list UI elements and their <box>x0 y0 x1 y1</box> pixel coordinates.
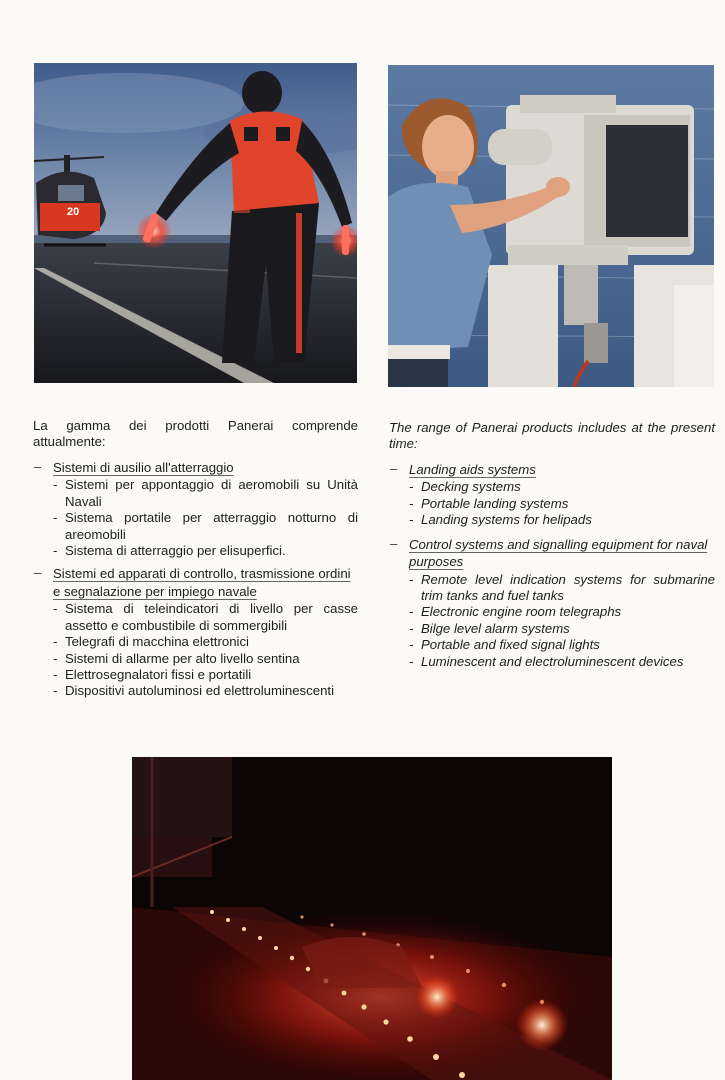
list-item: - Dispositivi autoluminosi ed elettroluminescenti <box>53 683 358 699</box>
list-item: - Decking systems <box>409 479 715 495</box>
list-item: - Portable and fixed signal lights <box>409 637 715 653</box>
italian-item-list <box>53 601 358 699</box>
english-section-landing-aids <box>389 461 715 529</box>
list-item: - Telegrafi di macchina elettronici <box>53 634 358 650</box>
italian-intro: La gamma dei prodotti Panerai comprende attualmente: <box>33 418 358 450</box>
english-item-list <box>409 479 715 528</box>
italian-section-title: Sistemi ed apparati di controllo, trasmissione ordini e segnalazione per impiego navale <box>53 566 351 599</box>
english-section-title: Landing aids systems <box>409 461 536 477</box>
list-item: - Sistema portatile per atterraggio notturno di areomobili <box>53 510 358 543</box>
photo-deck-signalman <box>34 63 357 383</box>
section-dash: – <box>34 458 42 474</box>
italian-item-list <box>53 477 358 559</box>
list-item: - Remote level indication systems for submarine trim tanks and fuel tanks <box>409 572 715 605</box>
list-item: - Bilge level alarm systems <box>409 621 715 637</box>
english-section-control-systems <box>389 536 715 670</box>
list-item: - Sistema di atterraggio per elisuperfici. <box>53 543 358 559</box>
section-dash: – <box>34 565 42 581</box>
list-item: - Landing systems for helipads <box>409 512 715 528</box>
photo-equipment-operator <box>388 65 714 387</box>
photo-night-deck-lights <box>132 757 612 1080</box>
list-item: - Portable landing systems <box>409 496 715 512</box>
helicopter-number: 20 <box>67 206 80 218</box>
italian-section-title: Sistemi di ausilio all'atterraggio <box>53 459 234 475</box>
section-dash: – <box>390 460 398 476</box>
list-item: - Elettrosegnalatori fissi e portatili <box>53 667 358 683</box>
italian-section-landing-aids <box>33 459 358 560</box>
italian-text-column <box>33 418 358 706</box>
list-item: - Electronic engine room telegraphs <box>409 604 715 620</box>
english-intro: The range of Panerai products includes at the present time: <box>389 420 715 452</box>
section-dash: – <box>390 535 398 551</box>
list-item: - Sistemi per appontaggio di aeromobili su Unità Navali <box>53 477 358 510</box>
english-section-title: Control systems and signalling equipment for naval purposes <box>409 536 708 570</box>
italian-section-control-systems <box>33 565 358 699</box>
english-item-list <box>409 572 715 670</box>
list-item: - Luminescent and electroluminescent devices <box>409 654 715 670</box>
list-item: - Sistema di teleindicatori di livello per casse assetto e combustibile di sommergibili <box>53 601 358 634</box>
english-text-column <box>389 420 715 677</box>
list-item: - Sistemi di allarme per alto livello sentina <box>53 651 358 667</box>
